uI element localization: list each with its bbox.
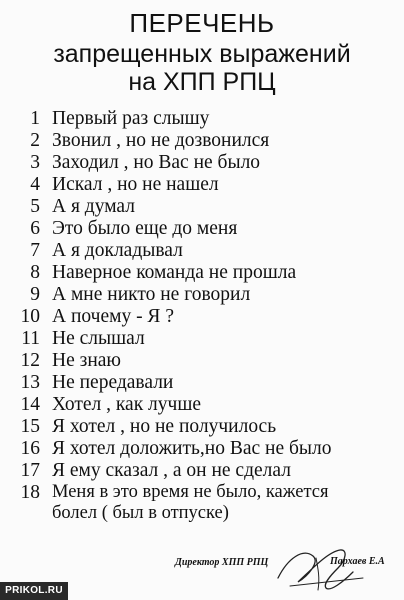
signatory-name: Пархаев Е.А	[330, 556, 385, 567]
item-number: 3	[30, 152, 40, 173]
list-item	[0, 262, 404, 284]
item-text: Я хотел , но не получилось	[52, 416, 277, 437]
list-item	[0, 460, 404, 482]
list-item	[0, 218, 404, 240]
item-number: 18	[20, 482, 40, 503]
item-text: Не передавали	[52, 372, 174, 393]
handwritten-signature	[268, 538, 368, 598]
document-subtitle: запрещенных выражений	[53, 40, 351, 68]
item-text: А мне никто не говорил	[52, 284, 251, 305]
list-item	[0, 372, 404, 394]
item-number: 13	[20, 372, 40, 393]
list-item	[0, 174, 404, 196]
list-item	[0, 306, 404, 328]
item-number: 5	[30, 196, 40, 217]
list-item	[0, 284, 404, 306]
item-number: 8	[30, 262, 40, 283]
item-text: А я думал	[52, 196, 135, 217]
item-number: 10	[20, 306, 40, 327]
item-text: Меня в это время не было, кажется болел ( был в отпуске)	[52, 482, 329, 523]
item-number: 4	[30, 174, 40, 195]
list-item	[0, 328, 404, 350]
item-number: 15	[20, 416, 40, 437]
signature-label: Директор ХПП РПЦ	[175, 557, 269, 568]
item-text: Не знаю	[52, 350, 121, 371]
list-item	[0, 482, 404, 528]
item-number: 1	[30, 108, 40, 129]
item-number: 9	[30, 284, 40, 305]
item-number: 17	[20, 460, 40, 481]
item-text: Наверное команда не прошла	[52, 262, 297, 283]
list-item	[0, 394, 404, 416]
item-text: Не слышал	[52, 328, 145, 349]
document-title: ПЕРЕЧЕНЬ	[129, 8, 275, 38]
list-item	[0, 350, 404, 372]
item-text: Заходил , но Вас не было	[52, 152, 261, 173]
item-number: 6	[30, 218, 40, 239]
site-watermark: PRIKOL.RU	[0, 582, 68, 600]
item-text: Я ему сказал , а он не сделал	[52, 460, 291, 481]
item-number: 14	[20, 394, 40, 415]
item-number: 16	[20, 438, 40, 459]
list-item	[0, 438, 404, 460]
item-text: А почему - Я ?	[52, 306, 174, 327]
item-number: 12	[20, 350, 40, 371]
list-item	[0, 152, 404, 174]
item-text: Это было еще до меня	[52, 218, 238, 239]
item-text: Звонил , но не дозвонился	[52, 130, 270, 151]
item-text: Искал , но не нашел	[52, 174, 219, 195]
document-subtitle-org: на ХПП РПЦ	[128, 68, 276, 96]
item-number: 7	[30, 240, 40, 261]
list-item	[0, 416, 404, 438]
list-item	[0, 240, 404, 262]
list-item	[0, 130, 404, 152]
item-text: Хотел , как лучше	[52, 394, 202, 415]
item-text: А я докладывал	[52, 240, 183, 261]
item-text: Я хотел доложить,но Вас не было	[52, 438, 332, 459]
list-item	[0, 196, 404, 218]
item-number: 2	[30, 130, 40, 151]
item-text: Первый раз слышу	[52, 108, 210, 129]
list-item	[0, 108, 404, 130]
item-number: 11	[21, 328, 40, 349]
